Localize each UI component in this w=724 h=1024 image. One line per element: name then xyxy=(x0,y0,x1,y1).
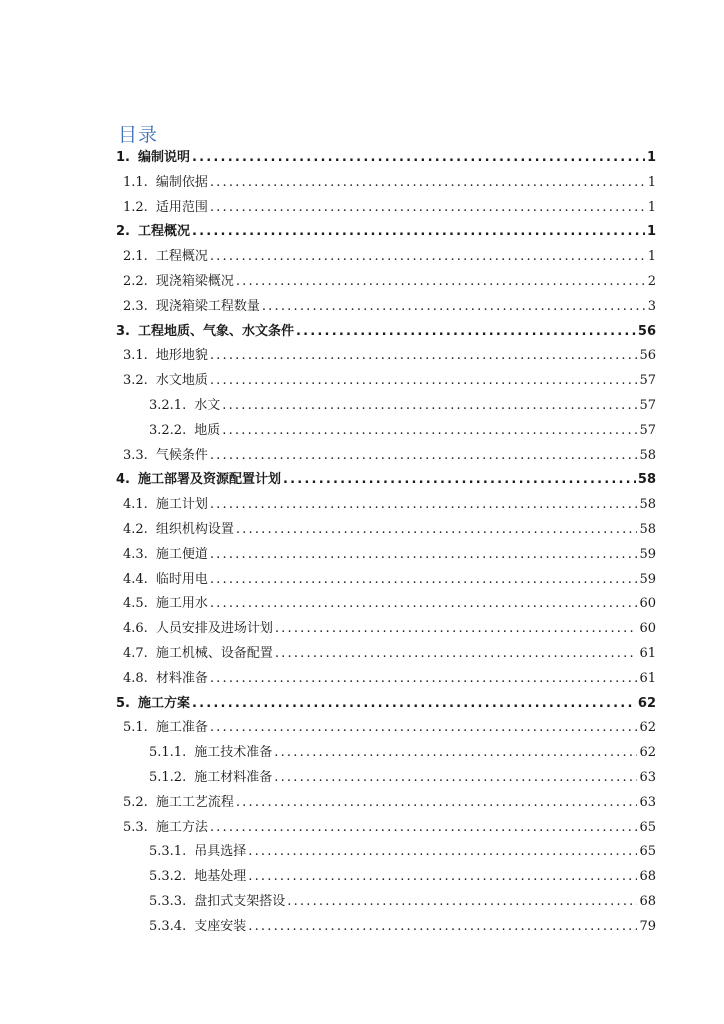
toc-entry-page: 1 xyxy=(647,199,656,215)
toc-entry-text: 临时用电 xyxy=(155,571,208,587)
toc-entry-number: 5.1.2. xyxy=(149,770,187,785)
toc-entry-text: 施工工艺流程 xyxy=(155,794,234,810)
toc-entry-page: 58 xyxy=(639,447,656,463)
toc-entry[interactable] xyxy=(123,668,656,690)
toc-entry-page: 63 xyxy=(639,794,656,810)
toc-dot-leader xyxy=(192,147,645,169)
toc-entry[interactable] xyxy=(123,519,656,541)
toc-entry-number: 2. xyxy=(116,224,130,240)
toc-dot-leader xyxy=(210,668,638,690)
toc-dot-leader xyxy=(210,197,646,219)
toc-entry-text: 气候条件 xyxy=(155,447,208,463)
toc-dot-leader xyxy=(275,643,638,665)
toc-entry[interactable] xyxy=(149,742,656,764)
toc-dot-leader xyxy=(210,345,638,367)
toc-entry-page: 61 xyxy=(639,670,656,686)
toc-entry[interactable] xyxy=(149,866,656,888)
toc-dot-leader xyxy=(210,569,638,591)
toc-entry-number: 5.3.2. xyxy=(149,869,187,885)
toc-entry-page: 1 xyxy=(646,224,656,240)
toc-entry-page: 56 xyxy=(639,348,656,364)
toc-entry[interactable] xyxy=(123,569,656,591)
toc-dot-leader xyxy=(210,370,638,392)
toc-entry-page: 1 xyxy=(646,150,656,165)
toc-entry-text: 施工准备 xyxy=(155,720,208,736)
toc-entry-page: 57 xyxy=(639,398,656,413)
toc-entry-text: 材料准备 xyxy=(155,670,208,686)
toc-entry-page: 1 xyxy=(647,174,656,190)
toc-entry-page: 65 xyxy=(639,819,656,835)
toc-dot-leader xyxy=(192,693,636,715)
toc-entry-text: 地质 xyxy=(194,422,221,438)
toc-dot-leader xyxy=(287,891,637,913)
toc-entry-page: 57 xyxy=(639,373,656,389)
toc-entry-page: 60 xyxy=(639,596,656,612)
toc-entry[interactable] xyxy=(123,445,656,467)
toc-entry-number: 5. xyxy=(116,695,130,711)
toc-entry-number: 4.5. xyxy=(123,596,148,612)
toc-entry-number: 3.3. xyxy=(123,447,148,463)
toc-entry[interactable] xyxy=(116,469,656,491)
toc-entry-text: 现浇箱梁工程数量 xyxy=(155,298,260,314)
toc-dot-leader xyxy=(192,221,645,243)
toc-entry-number: 1. xyxy=(116,150,130,165)
toc-title: 目录 xyxy=(118,124,159,146)
toc-dot-leader xyxy=(210,494,638,516)
toc-entry-text: 施工机械、设备配置 xyxy=(155,646,273,661)
toc-dot-leader xyxy=(210,817,638,839)
toc-entry-page: 59 xyxy=(639,571,656,587)
toc-entry-page: 58 xyxy=(637,472,656,488)
toc-entry-number: 5.3.3. xyxy=(149,894,187,909)
toc-dot-leader xyxy=(248,916,637,938)
toc-dot-leader xyxy=(236,271,646,293)
toc-entry-number: 1.2. xyxy=(123,199,148,215)
toc-entry-text: 施工便道 xyxy=(155,546,208,562)
toc-entry[interactable] xyxy=(116,321,656,343)
toc-entry-page: 3 xyxy=(647,298,656,314)
toc-entry-number: 4.7. xyxy=(123,646,148,661)
toc-entry[interactable] xyxy=(123,544,656,566)
toc-entry-number: 3.2.2. xyxy=(149,422,187,438)
toc-entry-number: 3.1. xyxy=(123,348,148,364)
toc-entry-text: 水文 xyxy=(194,398,221,413)
toc-dot-leader xyxy=(236,792,638,814)
toc-entry[interactable] xyxy=(123,717,656,739)
toc-entry-page: 58 xyxy=(639,522,656,537)
toc-entry-number: 4. xyxy=(116,472,130,488)
toc-entry-number: 4.3. xyxy=(123,546,148,562)
toc-entry[interactable] xyxy=(149,916,656,938)
toc-entry-page: 56 xyxy=(637,323,656,339)
toc-dot-leader xyxy=(248,866,637,888)
toc-entry-number: 2.2. xyxy=(123,274,148,289)
toc-dot-leader xyxy=(222,420,637,442)
toc-entry-number: 3.2. xyxy=(123,373,148,389)
toc-dot-leader xyxy=(210,172,646,194)
toc-entry[interactable] xyxy=(123,792,656,814)
toc-entry-number: 5.3. xyxy=(123,819,148,835)
toc-entry-text: 地形地貌 xyxy=(155,348,208,364)
toc-entry-number: 3. xyxy=(116,323,130,339)
toc-entry-text: 施工部署及资源配置计划 xyxy=(137,472,281,488)
toc-entry[interactable] xyxy=(116,147,656,169)
toc-entry[interactable] xyxy=(149,420,656,442)
toc-dot-leader xyxy=(210,717,638,739)
toc-entry-text: 吊具选择 xyxy=(194,844,247,860)
toc-entry-page: 62 xyxy=(639,720,656,736)
toc-entry-page: 57 xyxy=(639,422,656,438)
toc-entry-text: 地基处理 xyxy=(194,869,247,885)
toc-entry-number: 4.6. xyxy=(123,621,148,637)
toc-entry-text: 工程地质、气象、水文条件 xyxy=(137,323,294,339)
toc-entry-text: 支座安装 xyxy=(194,918,247,934)
toc-dot-leader xyxy=(262,296,646,318)
toc-dot-leader xyxy=(274,767,637,789)
toc-entry[interactable] xyxy=(123,271,656,293)
toc-entry-number: 3.2.1. xyxy=(149,398,187,413)
toc-entry-text: 水文地质 xyxy=(155,373,208,389)
toc-dot-leader xyxy=(210,445,638,467)
toc-entry[interactable] xyxy=(123,345,656,367)
toc-entry-number: 5.1.1. xyxy=(149,745,187,761)
toc-entry[interactable] xyxy=(123,296,656,318)
toc-entry-page: 62 xyxy=(637,695,656,711)
toc-entry-text: 组织机构设置 xyxy=(155,522,234,537)
toc-entry-page: 59 xyxy=(639,546,656,562)
toc-dot-leader xyxy=(274,742,637,764)
toc-entry[interactable] xyxy=(123,197,656,219)
toc-entry[interactable] xyxy=(149,841,656,863)
toc-entry-number: 5.2. xyxy=(123,794,148,810)
toc-entry-page: 2 xyxy=(647,274,656,289)
toc-entry-number: 4.4. xyxy=(123,571,148,587)
toc-entry-text: 工程概况 xyxy=(155,249,208,265)
toc-entry-text: 施工材料准备 xyxy=(194,770,273,785)
toc-entry[interactable] xyxy=(116,221,656,243)
toc-entry-page: 62 xyxy=(639,745,656,761)
toc-entry-number: 5.3.1. xyxy=(149,844,187,860)
toc-entry-page: 58 xyxy=(639,497,656,513)
toc-entry-page: 79 xyxy=(639,918,656,934)
toc-dot-leader xyxy=(275,618,638,640)
toc-entry[interactable] xyxy=(149,891,656,913)
toc-entry-page: 68 xyxy=(639,869,656,885)
toc-dot-leader xyxy=(283,469,636,491)
toc-dot-leader xyxy=(248,841,637,863)
toc-dot-leader xyxy=(210,593,638,615)
toc-entry-text: 现浇箱梁概况 xyxy=(155,274,234,289)
toc-entry[interactable] xyxy=(123,618,656,640)
toc-entry-text: 施工方案 xyxy=(137,695,190,711)
toc-entry[interactable] xyxy=(123,593,656,615)
toc-entry[interactable] xyxy=(116,693,656,715)
toc-entry-number: 4.1. xyxy=(123,497,148,513)
toc-entry[interactable] xyxy=(123,370,656,392)
toc-entry-text: 施工技术准备 xyxy=(194,745,273,761)
toc-entry[interactable] xyxy=(123,246,656,268)
toc-entry-number: 2.3. xyxy=(123,298,148,314)
toc-dot-leader xyxy=(210,246,646,268)
toc-entry-text: 适用范围 xyxy=(155,199,208,215)
toc-entry-number: 4.8. xyxy=(123,670,148,686)
toc-entry-page: 60 xyxy=(639,621,656,637)
toc-entry-text: 盘扣式支架搭设 xyxy=(194,894,286,909)
toc-entry-number: 1.1. xyxy=(123,174,148,190)
toc-dot-leader xyxy=(236,519,638,541)
toc-entry-page: 1 xyxy=(647,249,656,265)
toc-dot-leader xyxy=(222,395,637,417)
toc-entry-text: 施工计划 xyxy=(155,497,208,513)
toc-entry[interactable] xyxy=(149,395,656,417)
toc-entry[interactable] xyxy=(149,767,656,789)
toc-entry-text: 编制说明 xyxy=(137,150,190,165)
toc-entry-number: 5.3.4. xyxy=(149,918,187,934)
toc-entry-text: 施工方法 xyxy=(155,819,208,835)
toc-entry-number: 4.2. xyxy=(123,522,148,537)
toc-entry-page: 61 xyxy=(639,646,656,661)
toc-entry-page: 65 xyxy=(639,844,656,860)
toc-entry-page: 68 xyxy=(639,894,656,909)
toc-entry-text: 人员安排及进场计划 xyxy=(155,621,273,637)
toc-entry[interactable] xyxy=(123,817,656,839)
toc-entry-page: 63 xyxy=(639,770,656,785)
toc-entry-text: 施工用水 xyxy=(155,596,208,612)
toc-entry-number: 5.1. xyxy=(123,720,148,736)
toc-entry-number: 2.1. xyxy=(123,249,148,265)
toc-dot-leader xyxy=(210,544,638,566)
toc-entry[interactable] xyxy=(123,172,656,194)
toc-entry[interactable] xyxy=(123,643,656,665)
toc-dot-leader xyxy=(296,321,636,343)
toc-entry-text: 工程概况 xyxy=(137,224,190,240)
toc-entry[interactable] xyxy=(123,494,656,516)
toc-entry-text: 编制依据 xyxy=(155,174,208,190)
